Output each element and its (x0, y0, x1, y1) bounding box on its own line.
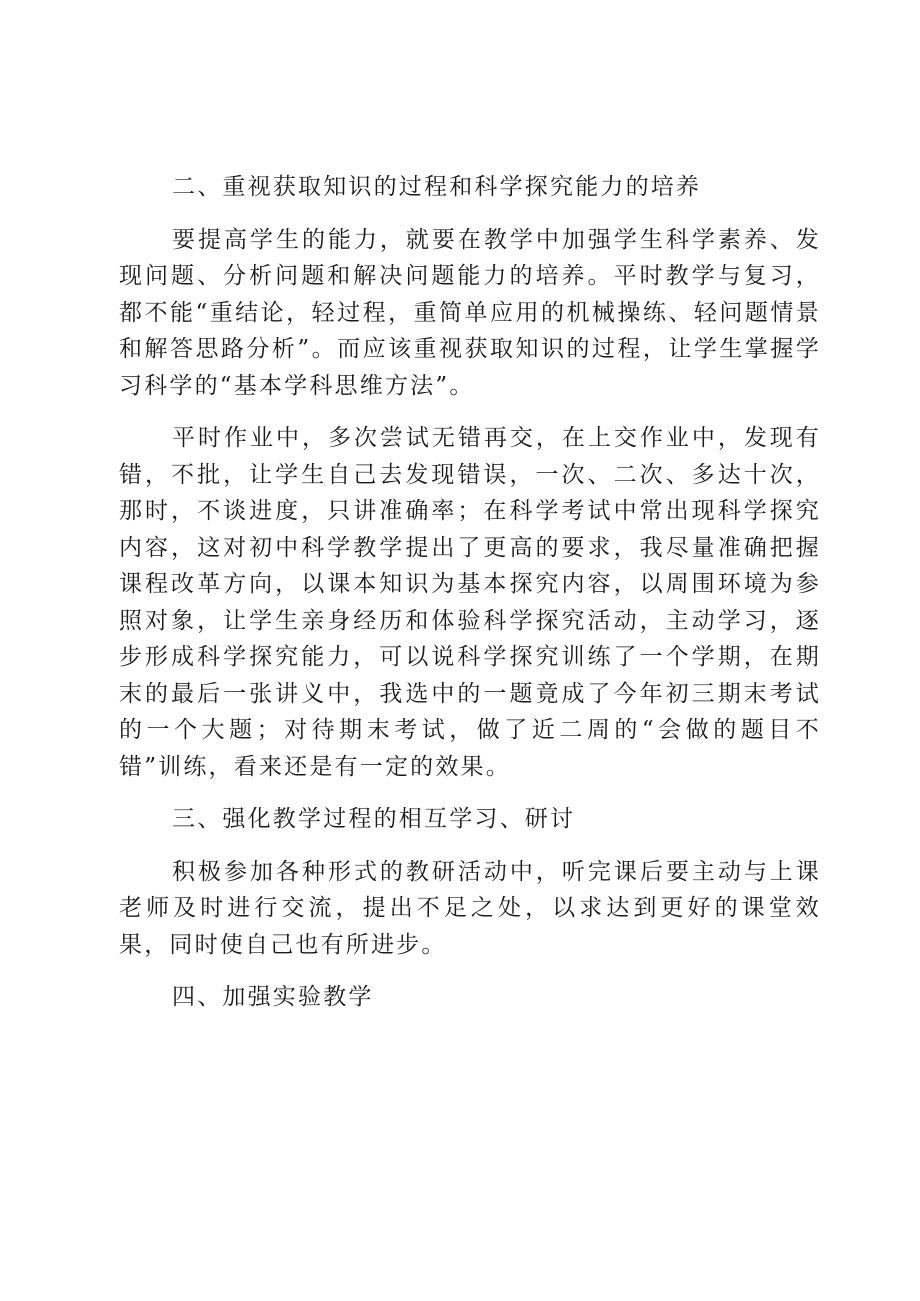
section-heading-3: 三、强化教学过程的相互学习、研讨 (172, 806, 576, 832)
paragraph-ability-training: 要提高学生的能力，就要在教学中加强学生科学素养、发现问题、分析问题和解决问题能力的培养。平时教学与复习，都不能“重结论，轻过程，重简单应用的机械操练、轻问题情景和解答思路分析”。而应该重视获取知识的过程，让学生掌握学习科学的“基本学科思维方法”。 (119, 226, 821, 399)
section-heading-2: 二、重视获取知识的过程和科学探究能力的培养 (172, 174, 702, 200)
paragraph-teaching-research: 积极参加各种形式的教研活动中，听完课后要主动与上课老师及时进行交流，提出不足之处，以求达到更好的课堂效果，同时使自己也有所进步。 (119, 858, 821, 958)
section-heading-4: 四、加强实验教学 (172, 984, 374, 1010)
document-body (119, 169, 821, 1016)
paragraph-homework-practice: 平时作业中，多次尝试无错再交，在上交作业中，发现有错，不批，让学生自己去发现错误，一次、二次、多达十次，那时，不谈进度，只讲准确率；在科学考试中常出现科学探究内容，这对初中科学教学提出了更高的要求，我尽量准确把握课程改革方向，以课本知识为基本探究内容，以周围环境为参照对象，让学生亲身经历和体验科学探究活动，主动学习，逐步形成科学探究能力，可以说科学探究训练了一个学期，在期末的最后一张讲义中，我选中的一题竟成了今年初三期末考试的一个大题；对待期末考试，做了近二周的“会做的题目不错”训练，看来还是有一定的效果。 (119, 425, 821, 780)
